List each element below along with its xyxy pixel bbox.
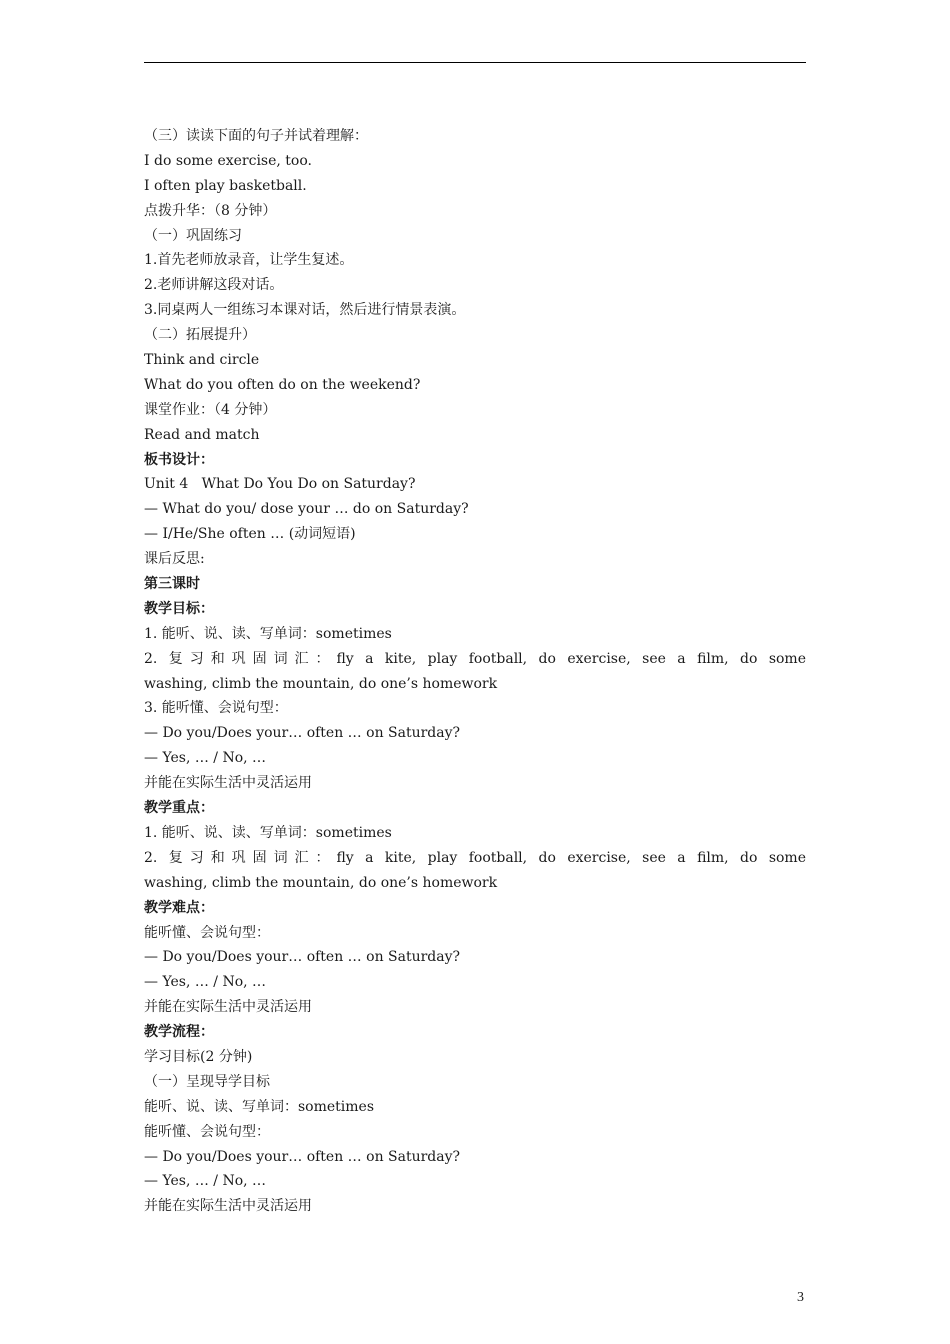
section-heading: 教学目标： — [144, 600, 214, 617]
text-line: 1.首先老师放录音，让学生复述。 — [144, 252, 354, 269]
section-heading: 教学流程： — [144, 1024, 214, 1041]
text-line: 3.同桌两人一组练习本课对话，然后进行情景表演。 — [144, 302, 466, 319]
page-number: 3 — [797, 1290, 804, 1305]
text-line: 并能在实际生活中灵活运用 — [144, 999, 312, 1016]
text-line: （一）巩固练习 — [144, 227, 242, 244]
text-line: Unit 4 What Do You Do on Saturday? — [144, 476, 416, 493]
text-line: — I/He/She often … (动词短语) — [144, 526, 356, 543]
document-body — [144, 124, 806, 1219]
text-line: （一）呈现导学目标 — [144, 1073, 270, 1090]
text-line: — Do you/Does your… often … on Saturday? — [144, 949, 461, 966]
text-line: 能听懂、会说句型： — [144, 924, 270, 941]
header-rule — [144, 62, 806, 63]
text-line: 点拨升华：（8 分钟） — [144, 202, 277, 219]
text-line: 能听懂、会说句型： — [144, 1123, 270, 1140]
text-line: 能听、说、读、写单词：sometimes — [144, 1098, 375, 1115]
section-heading: 教学难点： — [144, 899, 214, 916]
text-line: 2. 复习和巩固词汇：fly a kite, play football, do exercise, see a film, do some — [144, 849, 806, 866]
section-heading: 教学重点： — [144, 800, 214, 817]
text-line: 3. 能听懂、会说句型： — [144, 700, 288, 717]
text-line: washing, climb the mountain, do one’s homework — [144, 874, 498, 891]
text-line: 并能在实际生活中灵活运用 — [144, 1198, 312, 1215]
text-line: I often play basketball. — [144, 177, 307, 194]
text-line: — Yes, … / No, … — [144, 750, 267, 767]
text-line: — What do you/ dose your … do on Saturday? — [144, 501, 469, 518]
text-line: — Yes, … / No, … — [144, 1173, 267, 1190]
section-heading: 第三课时 — [144, 576, 200, 593]
text-line: Think and circle — [144, 352, 260, 369]
text-line: （二）拓展提升） — [144, 327, 256, 344]
text-line: 课后反思: — [144, 551, 205, 568]
section-heading: 板书设计： — [144, 451, 214, 468]
text-line: What do you often do on the weekend? — [144, 376, 421, 393]
text-line: 课堂作业：（4 分钟） — [144, 401, 277, 418]
text-line: I do some exercise, too. — [144, 152, 312, 169]
text-line: 1. 能听、说、读、写单词：sometimes — [144, 625, 392, 642]
text-line: 2.老师讲解这段对话。 — [144, 277, 284, 294]
text-line: — Yes, … / No, … — [144, 974, 267, 991]
text-line: — Do you/Does your… often … on Saturday? — [144, 725, 461, 742]
text-line: 并能在实际生活中灵活运用 — [144, 775, 312, 792]
text-line: （三）读读下面的句子并试着理解： — [144, 128, 368, 144]
text-line: Read and match — [144, 426, 260, 443]
text-line: 学习目标(2 分钟) — [144, 1048, 253, 1065]
text-line: 2. 复习和巩固词汇：fly a kite, play football, do exercise, see a film, do some — [144, 650, 806, 667]
text-line: washing, climb the mountain, do one’s homework — [144, 675, 498, 692]
text-line: 1. 能听、说、读、写单词：sometimes — [144, 824, 392, 841]
text-line: — Do you/Does your… often … on Saturday? — [144, 1148, 461, 1165]
